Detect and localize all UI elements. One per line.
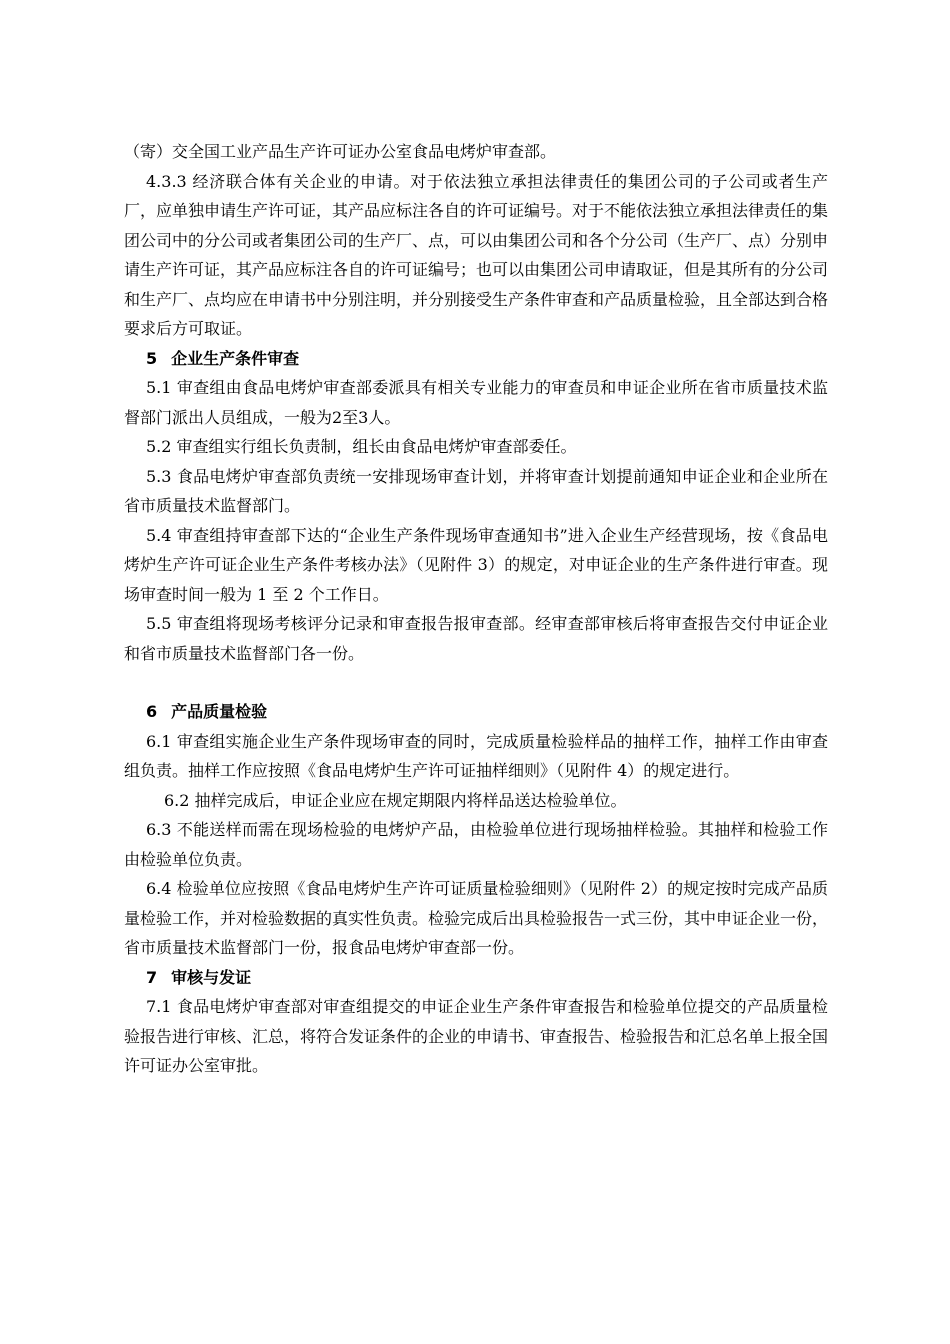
paragraph-5-1: 5.1 审查组由食品电烤炉审查部委派具有相关专业能力的审查员和申证企业所在省市质量技术监督部门派出人员组成，一般为2至3人。 xyxy=(124,378,828,427)
paragraph-6-2: 6.2 抽样完成后，申证企业应在规定期限内将样品送达检验单位。 xyxy=(164,790,627,810)
paragraph-6-3: 6.3 不能送样而需在现场检验的电烤炉产品，由检验单位进行现场抽样检验。其抽样和检验工作由检验单位负责。 xyxy=(124,820,828,869)
paragraph-5-5: 5.5 审查组将现场考核评分记录和审查报告报审查部。经审查部审核后将审查报告交付申证企业和省市质量技术监督部门各一份。 xyxy=(124,614,828,663)
paragraph-7-1: 7.1 食品电烤炉审查部对审查组提交的申证企业生产条件审查报告和检验单位提交的产品质量检验报告进行审核、汇总，将符合发证条件的企业的申请书、审查报告、检验报告和汇总名单上报全国许可证办公室审批。 xyxy=(124,997,829,1075)
section-title: 产品质量检验 xyxy=(171,702,268,721)
blank-line xyxy=(124,668,828,697)
section-title: 企业生产条件审查 xyxy=(171,348,300,368)
section-number: 7 xyxy=(146,967,158,987)
paragraph-6-4: 6.4 检验单位应按照《食品电烤炉生产许可证质量检验细则》（见附件 2）的规定按时完成产品质量检验工作，并对检验数据的真实性负责。检验完成后出具检验报告一式三份，其中申证企业一份，省市质量技术监督部门一份，报食品电烤炉审查部一份。 xyxy=(124,879,829,957)
paragraph-5-2: 5.2 审查组实行组长负责制，组长由食品电烤炉审查部委任。 xyxy=(146,437,577,456)
section-heading-6 xyxy=(124,697,828,727)
section-heading-5 xyxy=(124,344,828,374)
paragraph-6-1: 6.1 审查组实施企业生产条件现场审查的同时，完成质量检验样品的抽样工作，抽样工作由审查组负责。抽样工作应按照《食品电烤炉生产许可证抽样细则》（见附件 4）的规定进行。 xyxy=(124,731,828,780)
paragraph-5-3: 5.3 食品电烤炉审查部负责统一安排现场审查计划，并将审查计划提前通知申证企业和企业所在省市质量技术监督部门。 xyxy=(124,466,828,515)
section-number: 5 xyxy=(146,348,158,368)
section-title: 审核与发证 xyxy=(171,967,252,987)
paragraph-5-4: 5.4 审查组持审查部下达的“企业生产条件现场审查通知书”进入企业生产经营现场，按《食品电烤炉生产许可证企业生产条件考核办法》（见附件 3）的规定，对申证企业的生产条件进行审查。现场审查时间一般为 1 至 2 个工作日。 xyxy=(124,525,828,604)
paragraph-submission: （寄）交全国工业产品生产许可证办公室食品电烤炉审查部。 xyxy=(124,142,557,161)
document-body xyxy=(124,137,828,1081)
section-heading-7 xyxy=(124,963,828,993)
section-number: 6 xyxy=(146,702,158,721)
paragraph-4-3-3: 4.3.3 经济联合体有关企业的申请。对于依法独立承担法律责任的集团公司的子公司或者生产厂，应单独申请生产许可证，其产品应标注各自的许可证编号。对于不能依法独立承担法律责任的集团公司中的分公司或者集团公司的生产厂、点，可以由集团公司和各个分公司（生产厂、点）分别申请生产许可证，其产品应标注各自的许可证编号；也可以由集团公司申请取证，但是其所有的分公司和生产厂、点均应在申请书中分别注明，并分别接受生产条件审查和产品质量检验，且全部达到合格要求后方可取证。 xyxy=(124,171,829,338)
